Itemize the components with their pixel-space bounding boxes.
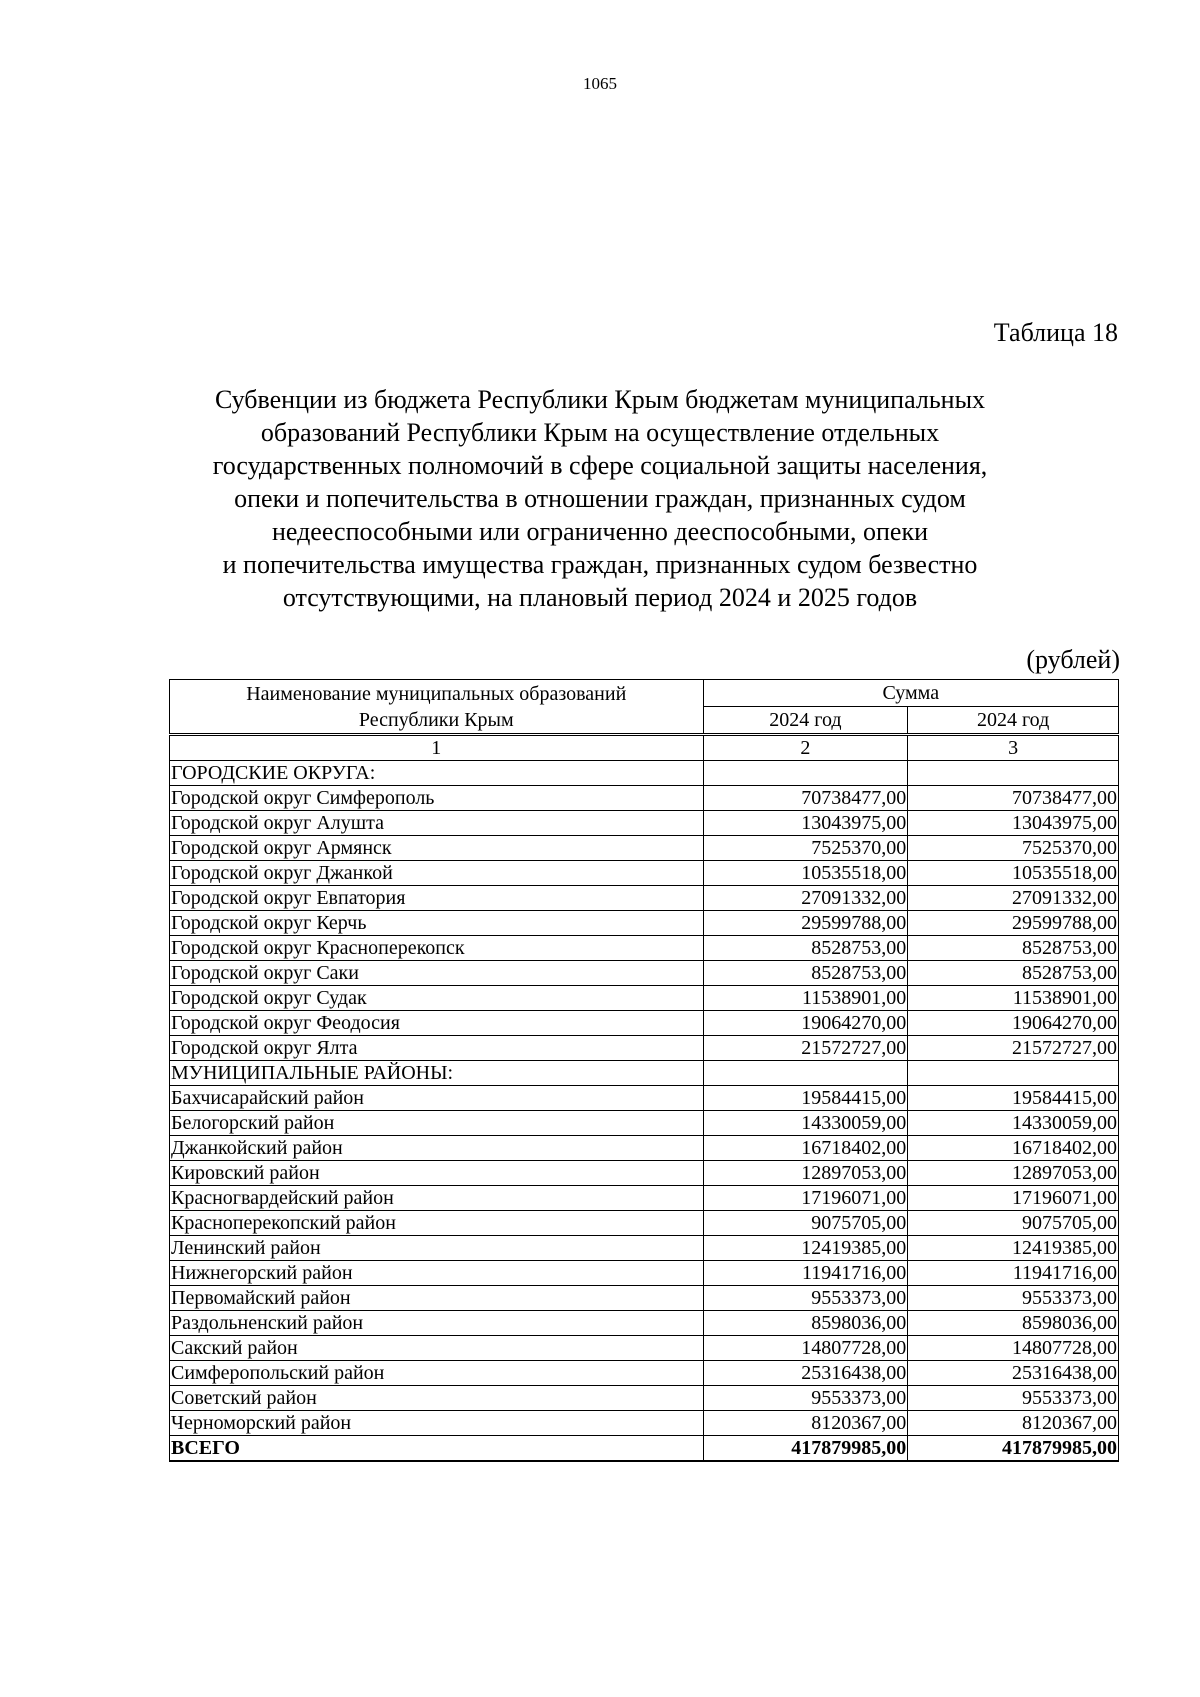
amount-year-1: 70738477,00 [703,786,908,811]
municipality-name: Первомайский район [170,1286,704,1311]
table-caption: Таблица 18 [993,318,1118,347]
table-row [170,1386,1119,1411]
municipality-name: Ленинский район [170,1236,704,1261]
table-row [170,961,1119,986]
municipality-name: Городской округ Керчь [170,911,704,936]
table-row [170,1261,1119,1286]
header-year-2: 2024 год [908,707,1119,735]
municipality-name: Раздольненский район [170,1311,704,1336]
title-line: отсутствующими, на плановый период 2024 и 2025 годов [282,583,918,612]
title-line: недееспособными или ограниченно дееспособными, опеки [271,517,929,546]
amount-year-2: 11538901,00 [908,986,1119,1011]
section-title: ГОРОДСКИЕ ОКРУГА: [170,761,704,786]
table-row [170,1186,1119,1211]
amount-year-2: 14330059,00 [908,1111,1119,1136]
table-row [170,1336,1119,1361]
amount-year-1: 8120367,00 [703,1411,908,1436]
section-title: МУНИЦИПАЛЬНЫЕ РАЙОНЫ: [170,1061,704,1086]
table-row [170,1286,1119,1311]
amount-year-2: 27091332,00 [908,886,1119,911]
amount-year-1: 9553373,00 [703,1286,908,1311]
table-body [170,735,1119,1462]
amount-year-1: 8598036,00 [703,1311,908,1336]
amount-year-2: 8598036,00 [908,1311,1119,1336]
column-number: 1 [170,735,704,761]
amount-year-1: 8528753,00 [703,936,908,961]
empty-cell [703,761,908,786]
subventions-table [169,679,1119,1462]
municipality-name: Бахчисарайский район [170,1086,704,1111]
municipality-name: Белогорский район [170,1111,704,1136]
table-row [170,1311,1119,1336]
empty-cell [703,1061,908,1086]
amount-year-1: 10535518,00 [703,861,908,886]
table-row [170,1011,1119,1036]
amount-year-2: 8528753,00 [908,961,1119,986]
amount-year-2: 10535518,00 [908,861,1119,886]
table-row [170,936,1119,961]
table-row [170,811,1119,836]
municipality-name: Городской округ Джанкой [170,861,704,886]
table-row [170,1136,1119,1161]
municipality-name: Городской округ Армянск [170,836,704,861]
amount-year-1: 25316438,00 [703,1361,908,1386]
amount-year-2: 29599788,00 [908,911,1119,936]
municipality-name: Нижнегорский район [170,1261,704,1286]
table-row [170,786,1119,811]
municipality-name: Городской округ Судак [170,986,704,1011]
section-header-row [170,761,1119,786]
amount-year-2: 7525370,00 [908,836,1119,861]
title-line: государственных полномочий в сфере социальной защиты населения, [212,451,988,480]
document-title [140,383,1060,614]
table-row [170,1111,1119,1136]
header-year-1: 2024 год [703,707,908,735]
amount-year-2: 8120367,00 [908,1411,1119,1436]
amount-year-1: 11941716,00 [703,1261,908,1286]
empty-cell [908,1061,1119,1086]
column-number: 3 [908,735,1119,761]
municipality-name: Городской округ Симферополь [170,786,704,811]
amount-year-1: 19064270,00 [703,1011,908,1036]
amount-year-1: 17196071,00 [703,1186,908,1211]
amount-year-2: 70738477,00 [908,786,1119,811]
municipality-name: Городской округ Алушта [170,811,704,836]
total-label: ВСЕГО [170,1436,704,1462]
amount-year-1: 14330059,00 [703,1111,908,1136]
amount-year-2: 9553373,00 [908,1386,1119,1411]
column-number-row [170,735,1119,761]
table-row [170,1236,1119,1261]
table-row [170,1036,1119,1061]
amount-year-2: 21572727,00 [908,1036,1119,1061]
page-number: 1065 [583,74,617,93]
amount-year-1: 16718402,00 [703,1136,908,1161]
table-row [170,886,1119,911]
title-line: Субвенции из бюджета Республики Крым бюджетам муниципальных [214,385,986,414]
municipality-name: Кировский район [170,1161,704,1186]
total-year-1: 417879985,00 [703,1436,908,1462]
empty-cell [908,761,1119,786]
amount-year-1: 12897053,00 [703,1161,908,1186]
table-row [170,1161,1119,1186]
total-year-2: 417879985,00 [908,1436,1119,1462]
header-sum: Сумма [703,680,1118,707]
amount-year-2: 12419385,00 [908,1236,1119,1261]
amount-year-2: 9075705,00 [908,1211,1119,1236]
municipality-name: Городской округ Евпатория [170,886,704,911]
amount-year-2: 11941716,00 [908,1261,1119,1286]
table-row [170,836,1119,861]
amount-year-2: 12897053,00 [908,1161,1119,1186]
amount-year-1: 8528753,00 [703,961,908,986]
amount-year-2: 13043975,00 [908,811,1119,836]
table-row [170,861,1119,886]
amount-year-2: 25316438,00 [908,1361,1119,1386]
amount-year-2: 16718402,00 [908,1136,1119,1161]
title-line: и попечительства имущества граждан, признанных судом безвестно [222,550,978,579]
table-row [170,1411,1119,1436]
table-row [170,1086,1119,1111]
header-name-cell [170,680,704,735]
amount-year-2: 19064270,00 [908,1011,1119,1036]
amount-year-1: 21572727,00 [703,1036,908,1061]
amount-year-1: 19584415,00 [703,1086,908,1111]
units-label: (рублей) [1026,645,1120,674]
amount-year-1: 12419385,00 [703,1236,908,1261]
municipality-name: Симферопольский район [170,1361,704,1386]
municipality-name: Городской округ Красноперекопск [170,936,704,961]
municipality-name: Сакский район [170,1336,704,1361]
amount-year-1: 11538901,00 [703,986,908,1011]
amount-year-1: 14807728,00 [703,1336,908,1361]
municipality-name: Джанкойский район [170,1136,704,1161]
amount-year-1: 9553373,00 [703,1386,908,1411]
total-row [170,1436,1119,1462]
amount-year-2: 19584415,00 [908,1086,1119,1111]
municipality-name: Городской округ Феодосия [170,1011,704,1036]
title-line: образований Республики Крым на осуществление отдельных [260,418,940,447]
municipality-name: Городской округ Саки [170,961,704,986]
amount-year-2: 14807728,00 [908,1336,1119,1361]
amount-year-1: 29599788,00 [703,911,908,936]
amount-year-2: 9553373,00 [908,1286,1119,1311]
table-row [170,911,1119,936]
municipality-name: Красноперекопский район [170,1211,704,1236]
header-name-line1: Наименование муниципальных образований [246,682,627,705]
municipality-name: Городской округ Ялта [170,1036,704,1061]
title-line: опеки и попечительства в отношении граждан, признанных судом [234,484,966,513]
municipality-name: Советский район [170,1386,704,1411]
table-row [170,986,1119,1011]
municipality-name: Красногвардейский район [170,1186,704,1211]
header-name-line2: Республики Крым [358,708,514,731]
amount-year-1: 9075705,00 [703,1211,908,1236]
amount-year-2: 17196071,00 [908,1186,1119,1211]
municipality-name: Черноморский район [170,1411,704,1436]
amount-year-2: 8528753,00 [908,936,1119,961]
amount-year-1: 27091332,00 [703,886,908,911]
amount-year-1: 7525370,00 [703,836,908,861]
amount-year-1: 13043975,00 [703,811,908,836]
column-number: 2 [703,735,908,761]
table-row [170,1361,1119,1386]
table-row [170,1211,1119,1236]
section-header-row [170,1061,1119,1086]
